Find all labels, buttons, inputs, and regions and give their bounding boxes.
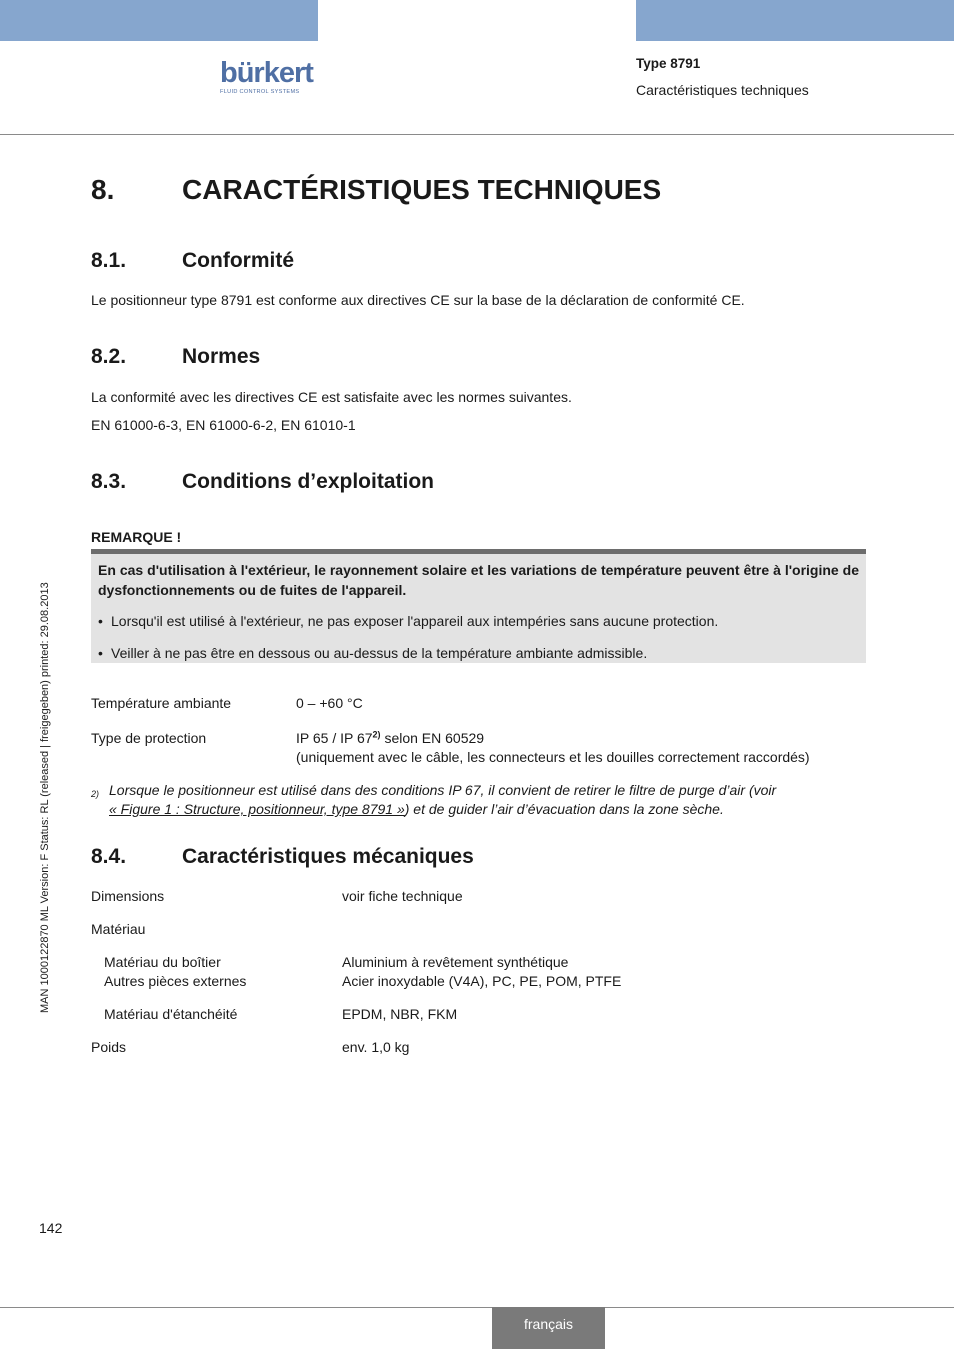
page-number: 142 — [39, 1220, 63, 1236]
bullet-text: Lorsqu'il est utilisé à l'extérieur, ne pas exposer l'appareil aux intempéries sans aucune protection. — [111, 613, 719, 629]
section-title: Normes — [182, 345, 261, 368]
burkert-logo — [220, 58, 320, 95]
bullet-text: Veiller à ne pas être en dessous ou au-dessus de la température ambiante admissible. — [111, 645, 648, 661]
section-heading-normes — [91, 345, 260, 369]
section-number: 8.4. — [91, 845, 127, 868]
dimensions-label: Dimensions — [91, 888, 165, 904]
logo-subtext: FLUID CONTROL SYSTEMS — [220, 89, 300, 95]
chapter-title: CARACTÉRISTIQUES TECHNIQUES — [182, 174, 662, 205]
note-bullet-item — [98, 613, 718, 629]
footnote-line-2 — [109, 800, 776, 819]
footnote-text — [109, 781, 776, 819]
figure-link[interactable]: « Figure 1 : Structure, positionneur, type 8791 » — [109, 801, 405, 817]
chapter-heading — [91, 174, 661, 206]
bullet-icon: • — [98, 645, 103, 661]
dimensions-value: voir fiche technique — [342, 888, 463, 904]
section-heading-conformite — [91, 249, 294, 273]
seal-material-value: EPDM, NBR, FKM — [342, 1006, 458, 1022]
external-parts-value: Acier inoxydable (V4A), PC, PE, POM, PTFE — [342, 973, 622, 989]
footnote-line-2-rest: ) et de guider l’air d’évacuation dans la zone sèche. — [404, 801, 724, 817]
protection-label: Type de protection — [91, 730, 207, 746]
weight-value: env. 1,0 kg — [342, 1039, 410, 1055]
section-title: Caractéristiques mécaniques — [182, 845, 474, 868]
footer-divider — [0, 1307, 954, 1308]
note-warning-text: En cas d'utilisation à l'extérieur, le rayonnement solaire et les variations de température peuvent être à l'origine de dysfonctionnements ou de fuites de l'appareil. — [98, 562, 859, 598]
material-label: Matériau — [91, 921, 146, 937]
temp-value: 0 – +60 °C — [296, 695, 363, 711]
header-bar-left — [0, 0, 318, 41]
section-title: Conditions d’exploitation — [182, 470, 434, 493]
footnote-line-1: Lorsque le positionneur est utilisé dans des conditions IP 67, il convient de retirer le filtre de purge d’air (voir — [109, 782, 777, 798]
document-status-sidebar: MAN 1000122870 ML Version: F Status: RL (released | freigegeben) printed: 29.08.2013 — [39, 582, 51, 1013]
chapter-number: 8. — [91, 174, 115, 205]
housing-material-label: Matériau du boîtier — [104, 954, 221, 970]
note-bullet-item — [98, 645, 647, 661]
header-bar-right — [636, 0, 954, 41]
protection-note: (uniquement avec le câble, les connecteurs et les douilles correctement raccordés) — [296, 749, 810, 765]
note-box — [91, 549, 866, 663]
external-parts-label: Autres pièces externes — [104, 973, 247, 989]
temp-label: Température ambiante — [91, 695, 232, 711]
header-section-label: Caractéristiques techniques — [636, 82, 809, 98]
footnote-mark: 2) — [91, 789, 100, 799]
housing-material-value: Aluminium à revêtement synthétique — [342, 954, 569, 970]
seal-material-label: Matériau d'étanchéité — [104, 1006, 238, 1022]
protection-value — [296, 730, 484, 746]
section-title: Conformité — [182, 249, 294, 272]
section-number: 8.3. — [91, 470, 127, 493]
section-heading-conditions — [91, 470, 434, 494]
protection-standard: selon EN 60529 — [380, 730, 485, 746]
normes-text: La conformité avec les directives CE est satisfaite avec les normes suivantes. — [91, 389, 572, 405]
note-heading: REMARQUE ! — [91, 529, 182, 545]
section-heading-mecaniques — [91, 845, 474, 869]
section-number: 8.1. — [91, 249, 127, 272]
section-number: 8.2. — [91, 345, 127, 368]
normes-list: EN 61000-6-3, EN 61000-6-2, EN 61010-1 — [91, 417, 356, 433]
header-divider — [0, 134, 954, 135]
header-type-label: Type 8791 — [636, 56, 701, 71]
logo-text: bürkert — [220, 57, 313, 89]
conformite-text: Le positionneur type 8791 est conforme aux directives CE sur la base de la déclaration de conformité CE. — [91, 292, 745, 308]
weight-label: Poids — [91, 1039, 127, 1055]
protection-code: IP 65 / IP 67 — [296, 730, 373, 746]
footnote-ref: 2) — [372, 729, 381, 740]
bullet-icon: • — [98, 613, 103, 629]
language-tab: français — [492, 1307, 605, 1349]
